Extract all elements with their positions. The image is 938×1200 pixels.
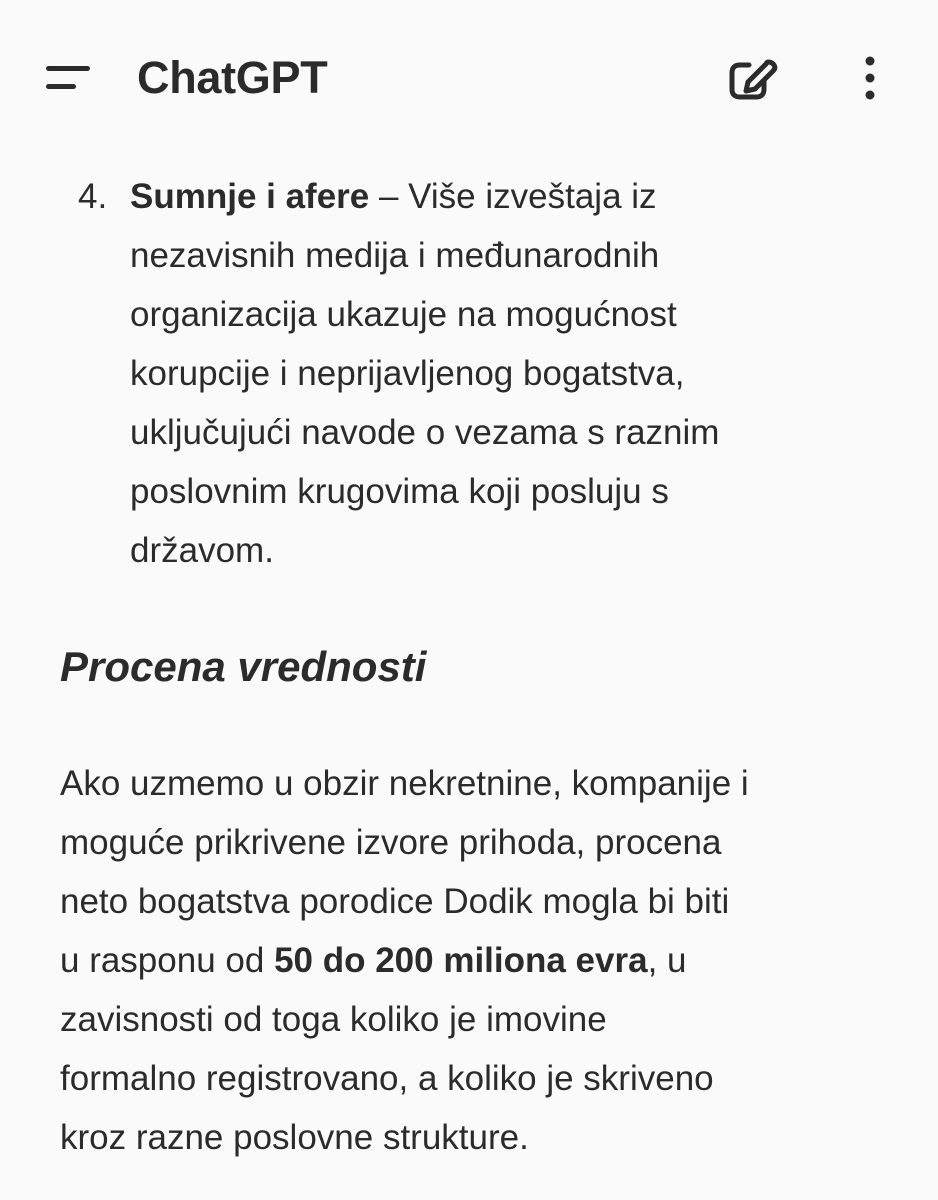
new-chat-pencil-icon [722, 52, 782, 108]
list-item-bold-lead: Sumnje i afere [130, 177, 370, 216]
section-paragraph [60, 754, 930, 1167]
list-item-number: 4. [78, 177, 108, 216]
top-app-bar [0, 0, 938, 155]
paragraph-line: formalno registrovano, a koliko je skriveno [60, 1059, 714, 1098]
list-item-line-1 [130, 167, 920, 226]
list-item-line: uključujući navode o vezama s raznim [130, 413, 720, 452]
section-heading: Procena vrednosti [60, 643, 427, 690]
menu-bar-top [46, 66, 90, 71]
app-title: ChatGPT [137, 52, 328, 103]
list-item-line: poslovnim krugovima koji posluju s [130, 472, 669, 511]
paragraph-line: kroz razne poslovne strukture. [60, 1118, 529, 1157]
paragraph-line: neto bogatstva porodice Dodik mogla bi biti [60, 882, 730, 921]
list-item-text [130, 167, 920, 580]
paragraph-bold-amount: 50 do 200 miliona evra [274, 941, 648, 980]
menu-bar-bottom [46, 84, 76, 89]
paragraph-line-4-after: , u [647, 941, 687, 980]
list-item-line: državom. [130, 531, 274, 570]
new-chat-button[interactable] [722, 52, 782, 108]
paragraph-line: moguće prikrivene izvore prihoda, procena [60, 823, 722, 862]
list-item-line: nezavisnih medija i međunarodnih [130, 236, 660, 275]
paragraph-line: Ako uzmemo u obzir nekretnine, kompanije i [60, 764, 749, 803]
list-item-line-1-rest: – Više izveštaja iz [369, 177, 657, 216]
paragraph-line-with-bold [60, 931, 930, 990]
more-options-button[interactable] [848, 52, 892, 108]
menu-button[interactable] [40, 55, 96, 103]
paragraph-line: zavisnosti od toga koliko je imovine [60, 1000, 607, 1039]
vertical-dots-icon [848, 52, 892, 108]
paragraph-line-4-before: u rasponu od [60, 941, 275, 980]
list-item-line: korupcije i neprijavljenog bogatstva, [130, 354, 685, 393]
list-item-line: organizacija ukazuje na mogućnost [130, 295, 677, 334]
